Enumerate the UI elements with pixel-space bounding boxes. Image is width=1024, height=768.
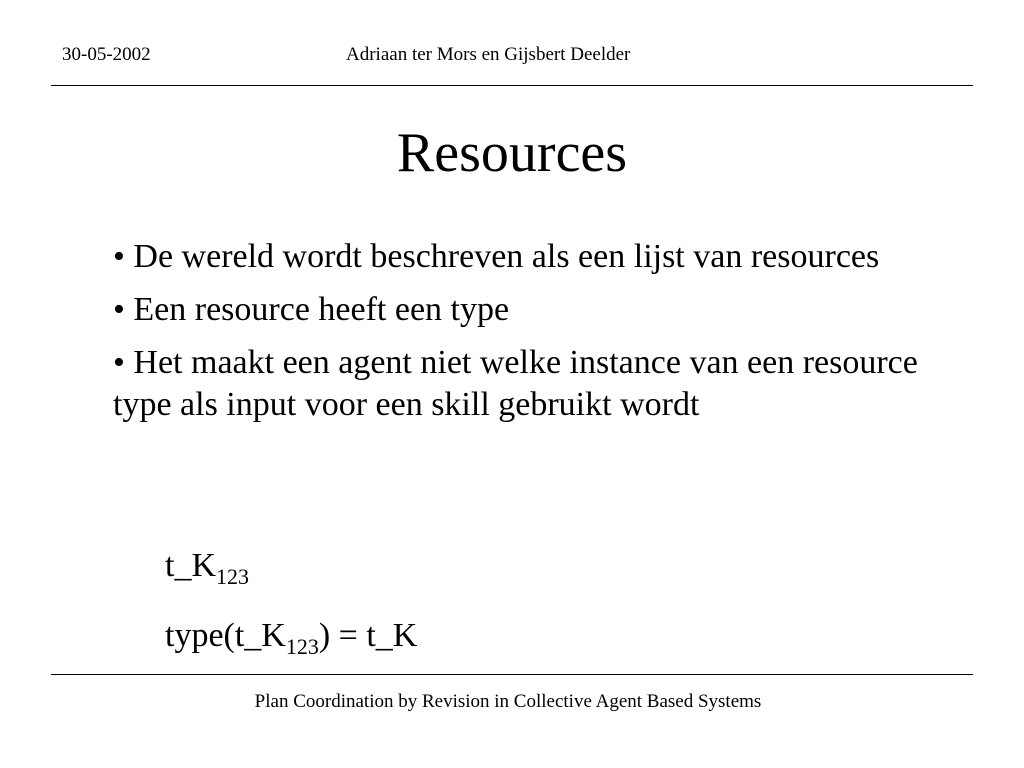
formula-suffix: ) = t_K	[318, 617, 418, 654]
formula-type-definition	[165, 615, 417, 660]
bullet-item: • De wereld wordt beschreven als een lijst van resources	[113, 238, 880, 275]
formula-resource-instance	[165, 545, 249, 590]
header-authors: Adriaan ter Mors en Gijsbert Deelder	[346, 44, 631, 65]
footer-text: Plan Coordination by Revision in Collective Agent Based Systems	[254, 691, 762, 712]
formula-base: t_K	[165, 547, 216, 584]
formula-prefix: type(t_K	[165, 617, 286, 654]
bullet-list	[113, 236, 933, 437]
header-date: 30-05-2002	[62, 44, 151, 65]
bullet-item: • Het maakt een agent niet welke instance van een resource type als input voor een skill gebruikt wordt	[113, 344, 918, 423]
header-divider	[51, 85, 973, 86]
slide-title: Resources	[396, 122, 628, 184]
bullet-item: • Een resource heeft een type	[113, 291, 510, 328]
formula-subscript: 123	[216, 564, 249, 589]
formula-subscript: 123	[285, 634, 319, 659]
footer-divider	[51, 674, 973, 675]
